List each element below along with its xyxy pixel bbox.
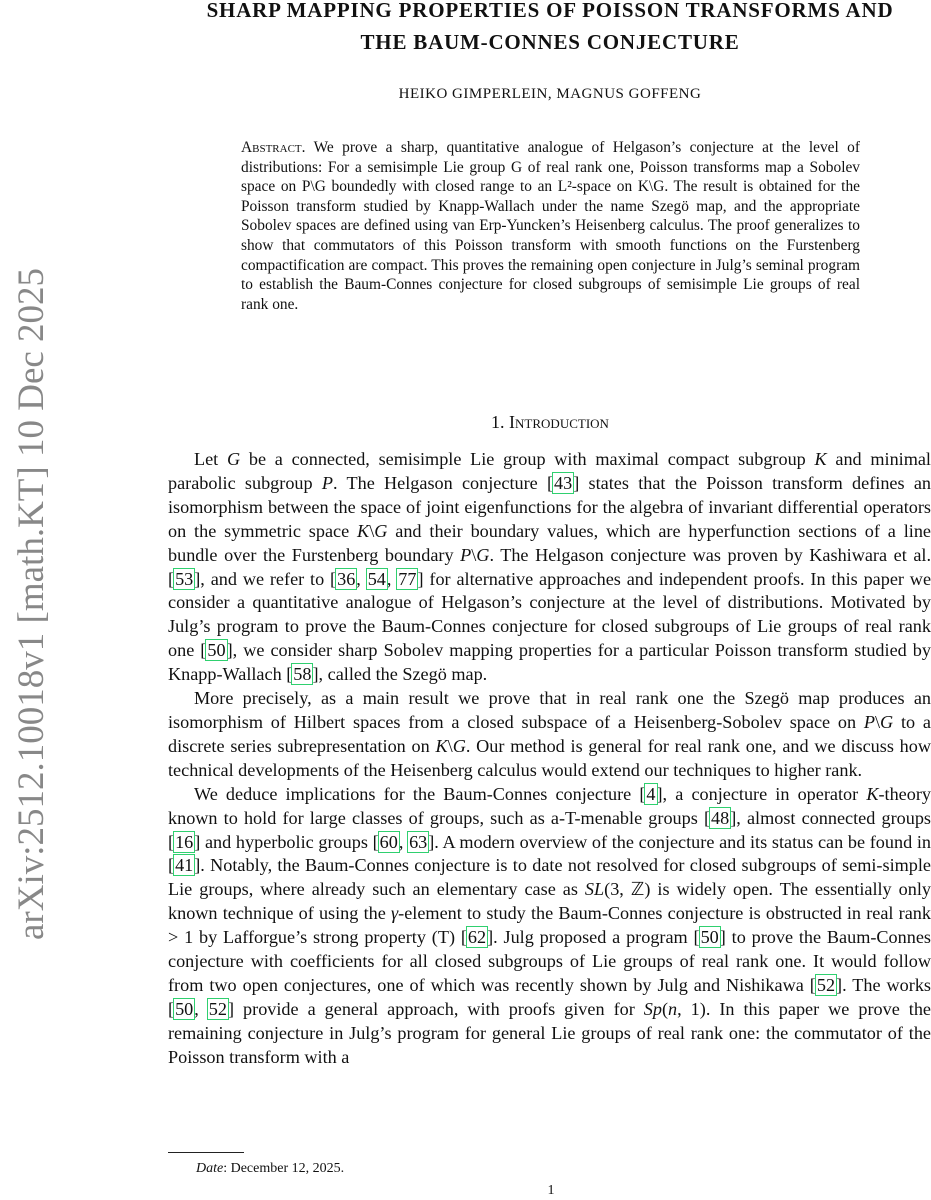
citation-link[interactable]: 62	[467, 927, 487, 948]
section-heading	[168, 412, 931, 433]
citation-link[interactable]: 53	[175, 568, 194, 589]
abstract-text: We prove a sharp, quantitative analogue of Helgason’s conjecture at the level of distributions: For a semisimple Lie group G of real rank one, Poisson transforms map a Sobolev space on P\G boundedly with closed range to an L²-space on K\G. The result is obtained for the Poisson transform studied by Knapp-Wallach under the name Szegö map, and the appropriate Sobolev spaces are defined using van Erp-Yuncken’s Heisenberg calculus. The proof generalizes to show that commutators of this Poisson transform with smooth functions on the Furstenberg compactification are compact. This proves the remaining open conjecture in Julg’s seminal program to establish the Baum-Connes conjecture for closed subgroups of semisimple Lie groups of real rank one.	[241, 139, 861, 313]
footnote-text: : December 12, 2025.	[223, 1161, 345, 1176]
paragraph: More precisely, as a main result we prove that in real rank one the Szegö map produces an isomorphism of Hilbert spaces from a closed subspace of a Heisenberg-Sobolev space on P\G to a discrete series subrepresentation on K\G. Our method is general for real rank one, and we discuss how technical developments of the Heisenberg calculus would extend our techniques to higher rank.	[168, 688, 931, 780]
abstract	[241, 138, 860, 314]
citation-link[interactable]: 58	[293, 664, 312, 685]
section-title: Introduction	[509, 412, 609, 432]
page-number: 1	[547, 1183, 555, 1198]
body-text	[168, 448, 931, 1070]
paragraph: We deduce implications for the Baum-Connes conjecture [4], a conjecture in operator K-theory known to hold for large classes of groups, such as a-T-menable groups [48], almost connected groups [16] and hyperbolic groups [60, 63]. A modern overview of the conjecture and its status can be found in [41]. Notably, the Baum-Connes conjecture is to date not resolved for closed subgroups of semi-simple Lie groups, where already such an elementary case as SL(3, ℤ) is widely open. The essentially only known technique of using the γ-element to study the Baum-Connes conjecture is obstructed in real rank > 1 by Lafforgue’s strong property (T) [62]. Julg proposed a program [50] to prove the Baum-Connes conjecture with coefficients for all closed subgroups of Lie groups of real rank one. It would follow from two open conjectures, one of which was recently shown by Julg and Nishikawa [52]. The works [50, 52] provide a general approach, with proofs given for Sp(n, 1). In this paper we prove the remaining conjecture in Julg’s program for general Lie groups of real rank one: the commutator of the Poisson transform with a	[168, 783, 931, 1067]
citation-link[interactable]: 43	[554, 472, 573, 493]
citation-link[interactable]: 54	[367, 568, 386, 589]
citation-link[interactable]: 52	[816, 974, 836, 995]
title-line-2: THE BAUM-CONNES CONJECTURE	[360, 30, 740, 54]
footnote-rule	[168, 1152, 244, 1153]
citation-link[interactable]: 63	[409, 831, 428, 852]
citation-link[interactable]: 52	[208, 998, 227, 1019]
citation-link[interactable]: 16	[175, 831, 194, 852]
abstract-label: Abstract.	[241, 139, 306, 156]
citation-link[interactable]: 36	[337, 568, 356, 589]
citation-link[interactable]: 48	[711, 807, 730, 828]
citation-link[interactable]: 41	[175, 855, 194, 876]
citation-link[interactable]: 50	[700, 927, 719, 948]
citation-link[interactable]: 60	[379, 831, 398, 852]
title-line-1: SHARP MAPPING PROPERTIES OF POISSON TRANSFORMS AND	[206, 0, 894, 22]
citation-link[interactable]: 4	[646, 783, 656, 804]
citation-link[interactable]: 50	[207, 640, 226, 661]
paragraph: Let G be a connected, semisimple Lie group with maximal compact subgroup K and minimal parabolic subgroup P. The Helgason conjecture [43] states that the Poisson transform defines an isomorphism between the space of joint eigenfunctions for the algebra of invariant differential operators on the symmetric space K\G and their boundary values, which are hyperfunction sections of a line bundle over the Furstenberg boundary P\G. The Helgason conjecture was proven by Kashiwara et al. [53], and we refer to [36, 54, 77] for alternative approaches and independent proofs. In this paper we consider a quantitative analogue of Helgason’s conjecture at the level of distributions. Motivated by Julg’s program to prove the Baum-Connes conjecture for closed subgroups of Lie groups of real rank one [50], we consider sharp Sobolev mapping properties for a particular Poisson transform studied by Knapp-Wallach [58], called the Szegö map.	[168, 449, 931, 685]
section-number: 1.	[491, 412, 505, 432]
paper-title	[168, 0, 931, 58]
arxiv-side-stamp: arXiv:2512.10018v1 [math.KT] 10 Dec 2025	[11, 267, 52, 940]
citation-link[interactable]: 50	[175, 998, 194, 1019]
author-list: HEIKO GIMPERLEIN, MAGNUS GOFFENG	[398, 86, 702, 102]
footnote-label: Date	[196, 1161, 224, 1176]
citation-link[interactable]: 77	[398, 568, 417, 589]
footnote	[196, 1161, 344, 1177]
